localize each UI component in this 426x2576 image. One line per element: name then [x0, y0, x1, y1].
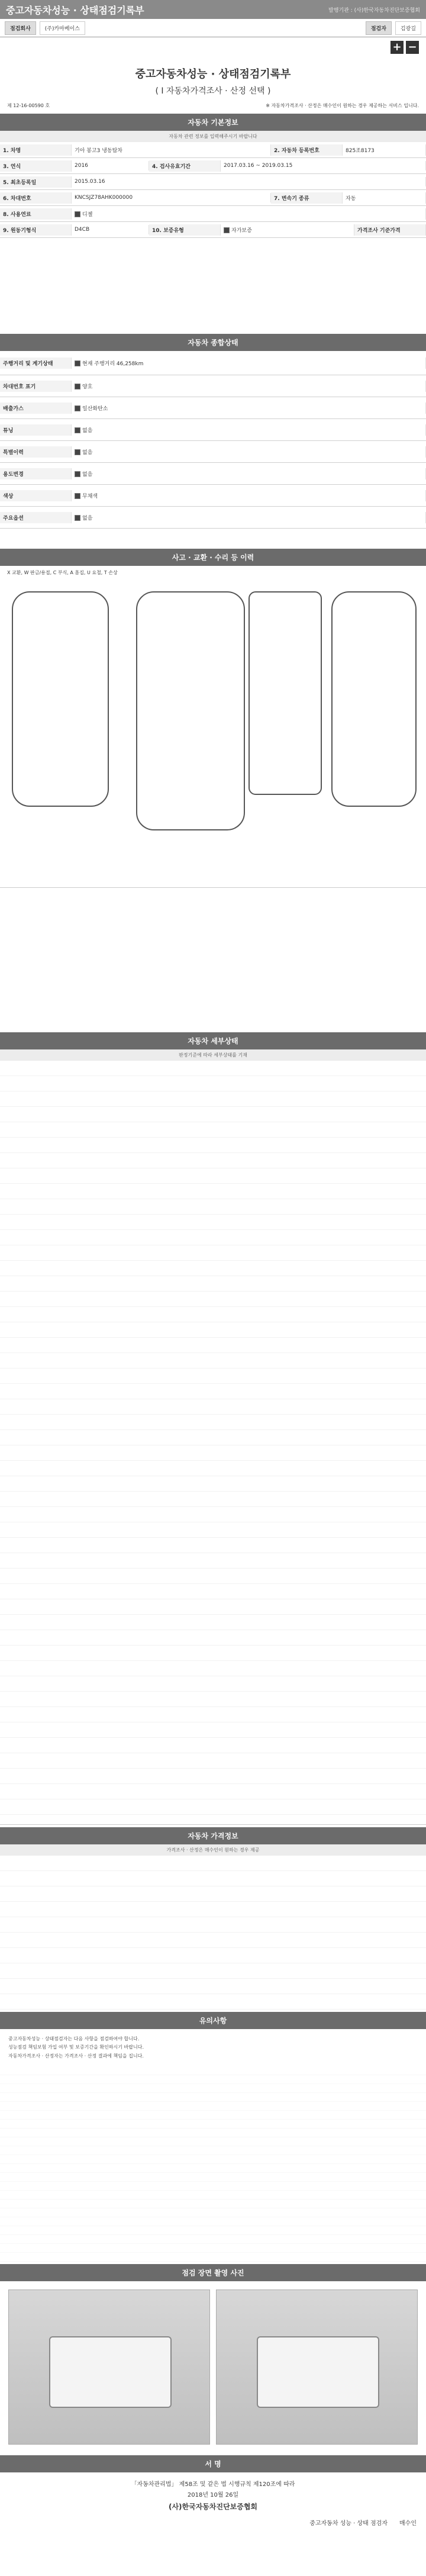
inspector-label: 점검자: [366, 21, 392, 35]
ov-value-1: 현재 주행거리 46,258km: [82, 360, 144, 367]
top-bar: [0, 0, 426, 19]
ov-value-2: 양호: [82, 384, 93, 390]
value-7: 자동: [343, 192, 426, 204]
label-1: 1. 차명: [0, 144, 72, 156]
document-title: 중고자동차성능 · 상태점검기록부: [135, 68, 291, 80]
ov-value-6: 없음: [82, 471, 93, 478]
ov-check-3[interactable]: [75, 405, 80, 411]
ov-label-4: 튜닝: [0, 424, 72, 436]
photos-head: 점검 장면 촬영 사진: [0, 2264, 426, 2281]
document-number: 제 12-16-00590 호: [7, 103, 50, 108]
ov-check-1[interactable]: [75, 360, 80, 366]
value-9: D4CB: [72, 225, 149, 234]
damage-diagram: [0, 579, 426, 888]
issuer: 발행기관 : (사)한국자동차진단보증협회: [328, 7, 420, 14]
damage-table-area: [0, 888, 426, 1030]
ov-label-1: 주행거리 및 계기상태: [0, 358, 72, 369]
photo-rear: [216, 2290, 418, 2445]
label-11: 가격조사 기준가격: [354, 224, 426, 236]
document-subtitle: ( Ⅰ 자동차가격조사 · 산정 선택 ): [155, 86, 271, 96]
ov-check-5[interactable]: [75, 449, 80, 455]
details-note: 판정기준에 따라 세부상태를 기재: [0, 1049, 426, 1061]
damage-head: 사고 · 교환 · 수리 등 이력: [0, 549, 426, 566]
ov-value-7: 무채색: [82, 493, 98, 500]
label-3: 3. 연식: [0, 160, 72, 172]
ov-label-7: 색상: [0, 490, 72, 501]
value-3: 2016: [72, 161, 149, 170]
action-buttons: [0, 37, 426, 57]
ov-label-5: 특별이력: [0, 446, 72, 458]
fuel-diesel-check[interactable]: [75, 211, 80, 217]
sign-date: 2018년 10월 26일: [187, 2492, 239, 2499]
label-8: 8. 사용연료: [0, 208, 72, 220]
ov-check-8[interactable]: [75, 515, 80, 521]
sign-head: 서 명: [0, 2455, 426, 2472]
ov-label-2: 차대번호 표기: [0, 381, 72, 392]
car-top-view: [136, 591, 245, 830]
truck-image-rear: [257, 2336, 379, 2408]
sign-block: [0, 2472, 426, 2536]
app-title: 중고자동차성능 · 상태점검기록부: [6, 4, 144, 16]
dealer-value: (주)카마베이스: [40, 21, 85, 35]
label-5: 5. 최초등록일: [0, 176, 72, 188]
value-4: 2017.03.16 ~ 2019.03.15: [221, 161, 426, 170]
add-button[interactable]: +: [390, 41, 404, 54]
ov-label-3: 배출가스: [0, 402, 72, 414]
ov-check-4[interactable]: [75, 427, 80, 433]
note-3: 자동차가격조사 · 산정자는 가격조사 · 산정 결과에 책임을 집니다.: [8, 2053, 144, 2059]
overview-head: 자동차 종합상태: [0, 334, 426, 351]
basic-note: 자동차 관련 정보를 입력해주시기 바랍니다: [0, 131, 426, 142]
ov-check-7[interactable]: [75, 493, 80, 499]
ov-label-6: 용도변경: [0, 468, 72, 479]
notes-head: 유의사항: [0, 2012, 426, 2029]
document-note: ※ 자동차가격조사 · 산정은 매수인이 원하는 경우 제공하는 서비스 입니다.: [266, 103, 419, 108]
overview-table: [0, 351, 426, 546]
notes-text: [0, 2066, 426, 2262]
sign-buyer: 매수인: [399, 2520, 417, 2527]
note-2: 성능점검 책임보험 가입 여부 및 보증기간을 확인하시기 바랍니다.: [8, 2044, 144, 2050]
value-2: 825조8173: [343, 144, 426, 156]
ov-value-3: 일산화탄소: [82, 405, 108, 412]
ov-label-8: 주요옵션: [0, 512, 72, 523]
inspector-value: 김광길: [395, 21, 421, 35]
label-2: 2. 자동차 등록번호: [271, 144, 343, 156]
value-1: 기아 봉고3 냉동탑차: [72, 144, 271, 156]
value-6: KNCSJZ78AHK000000: [72, 193, 271, 202]
document-meta: [0, 96, 426, 111]
label-4: 4. 검사유효기간: [149, 160, 221, 172]
ov-check-6[interactable]: [75, 471, 80, 477]
ov-value-5: 없음: [82, 449, 93, 456]
label-10: 10. 보증유형: [149, 224, 221, 236]
sign-line: 「자동차관리법」 제58조 및 같은 법 시행규칙 제120조에 따라: [131, 2481, 295, 2488]
label-7: 7. 변속기 종류: [271, 192, 343, 204]
valuation-table: [0, 1856, 426, 2010]
valuation-head: 자동차 가격정보: [0, 1827, 426, 1844]
value-8: 디젤: [82, 211, 93, 218]
value-10: 자가보증: [231, 227, 252, 234]
photo-front: [8, 2290, 210, 2445]
ov-value-4: 없음: [82, 427, 93, 434]
warranty-check[interactable]: [224, 227, 230, 233]
car-frame-view: [248, 591, 322, 795]
dealer-row: [0, 19, 426, 37]
truck-image-front: [49, 2336, 172, 2408]
sign-org: (사)한국자동차진단보증협회: [168, 2503, 258, 2511]
label-6: 6. 차대번호: [0, 192, 72, 204]
value-5: 2015.03.16: [72, 177, 426, 186]
car-left-side: [12, 591, 109, 807]
label-9: 9. 원동기형식: [0, 224, 72, 236]
basic-table: [0, 142, 426, 331]
note-1: 중고자동차성능 · 상태점검자는 다음 사항을 점검하여야 합니다.: [8, 2036, 140, 2042]
valuation-note: 가격조사 · 산정은 매수인이 원하는 경우 제공: [0, 1844, 426, 1856]
ov-check-2[interactable]: [75, 384, 80, 389]
damage-legend: X 교환, W 판금/용접, C 부식, A 흠집, U 요철, T 손상: [7, 570, 118, 575]
basic-head: 자동차 기본정보: [0, 114, 426, 131]
ov-value-8: 없음: [82, 515, 93, 521]
notes-list: [0, 2029, 426, 2066]
details-head: 자동차 세부상태: [0, 1032, 426, 1049]
photos-row: [0, 2281, 426, 2453]
car-right-side: [331, 591, 417, 807]
details-table: [0, 1061, 426, 1825]
sign-inspector: 중고자동차 성능 · 상태 점검자: [309, 2520, 388, 2527]
remove-button[interactable]: −: [406, 41, 419, 54]
dealer-label: 점검회사: [5, 21, 36, 35]
